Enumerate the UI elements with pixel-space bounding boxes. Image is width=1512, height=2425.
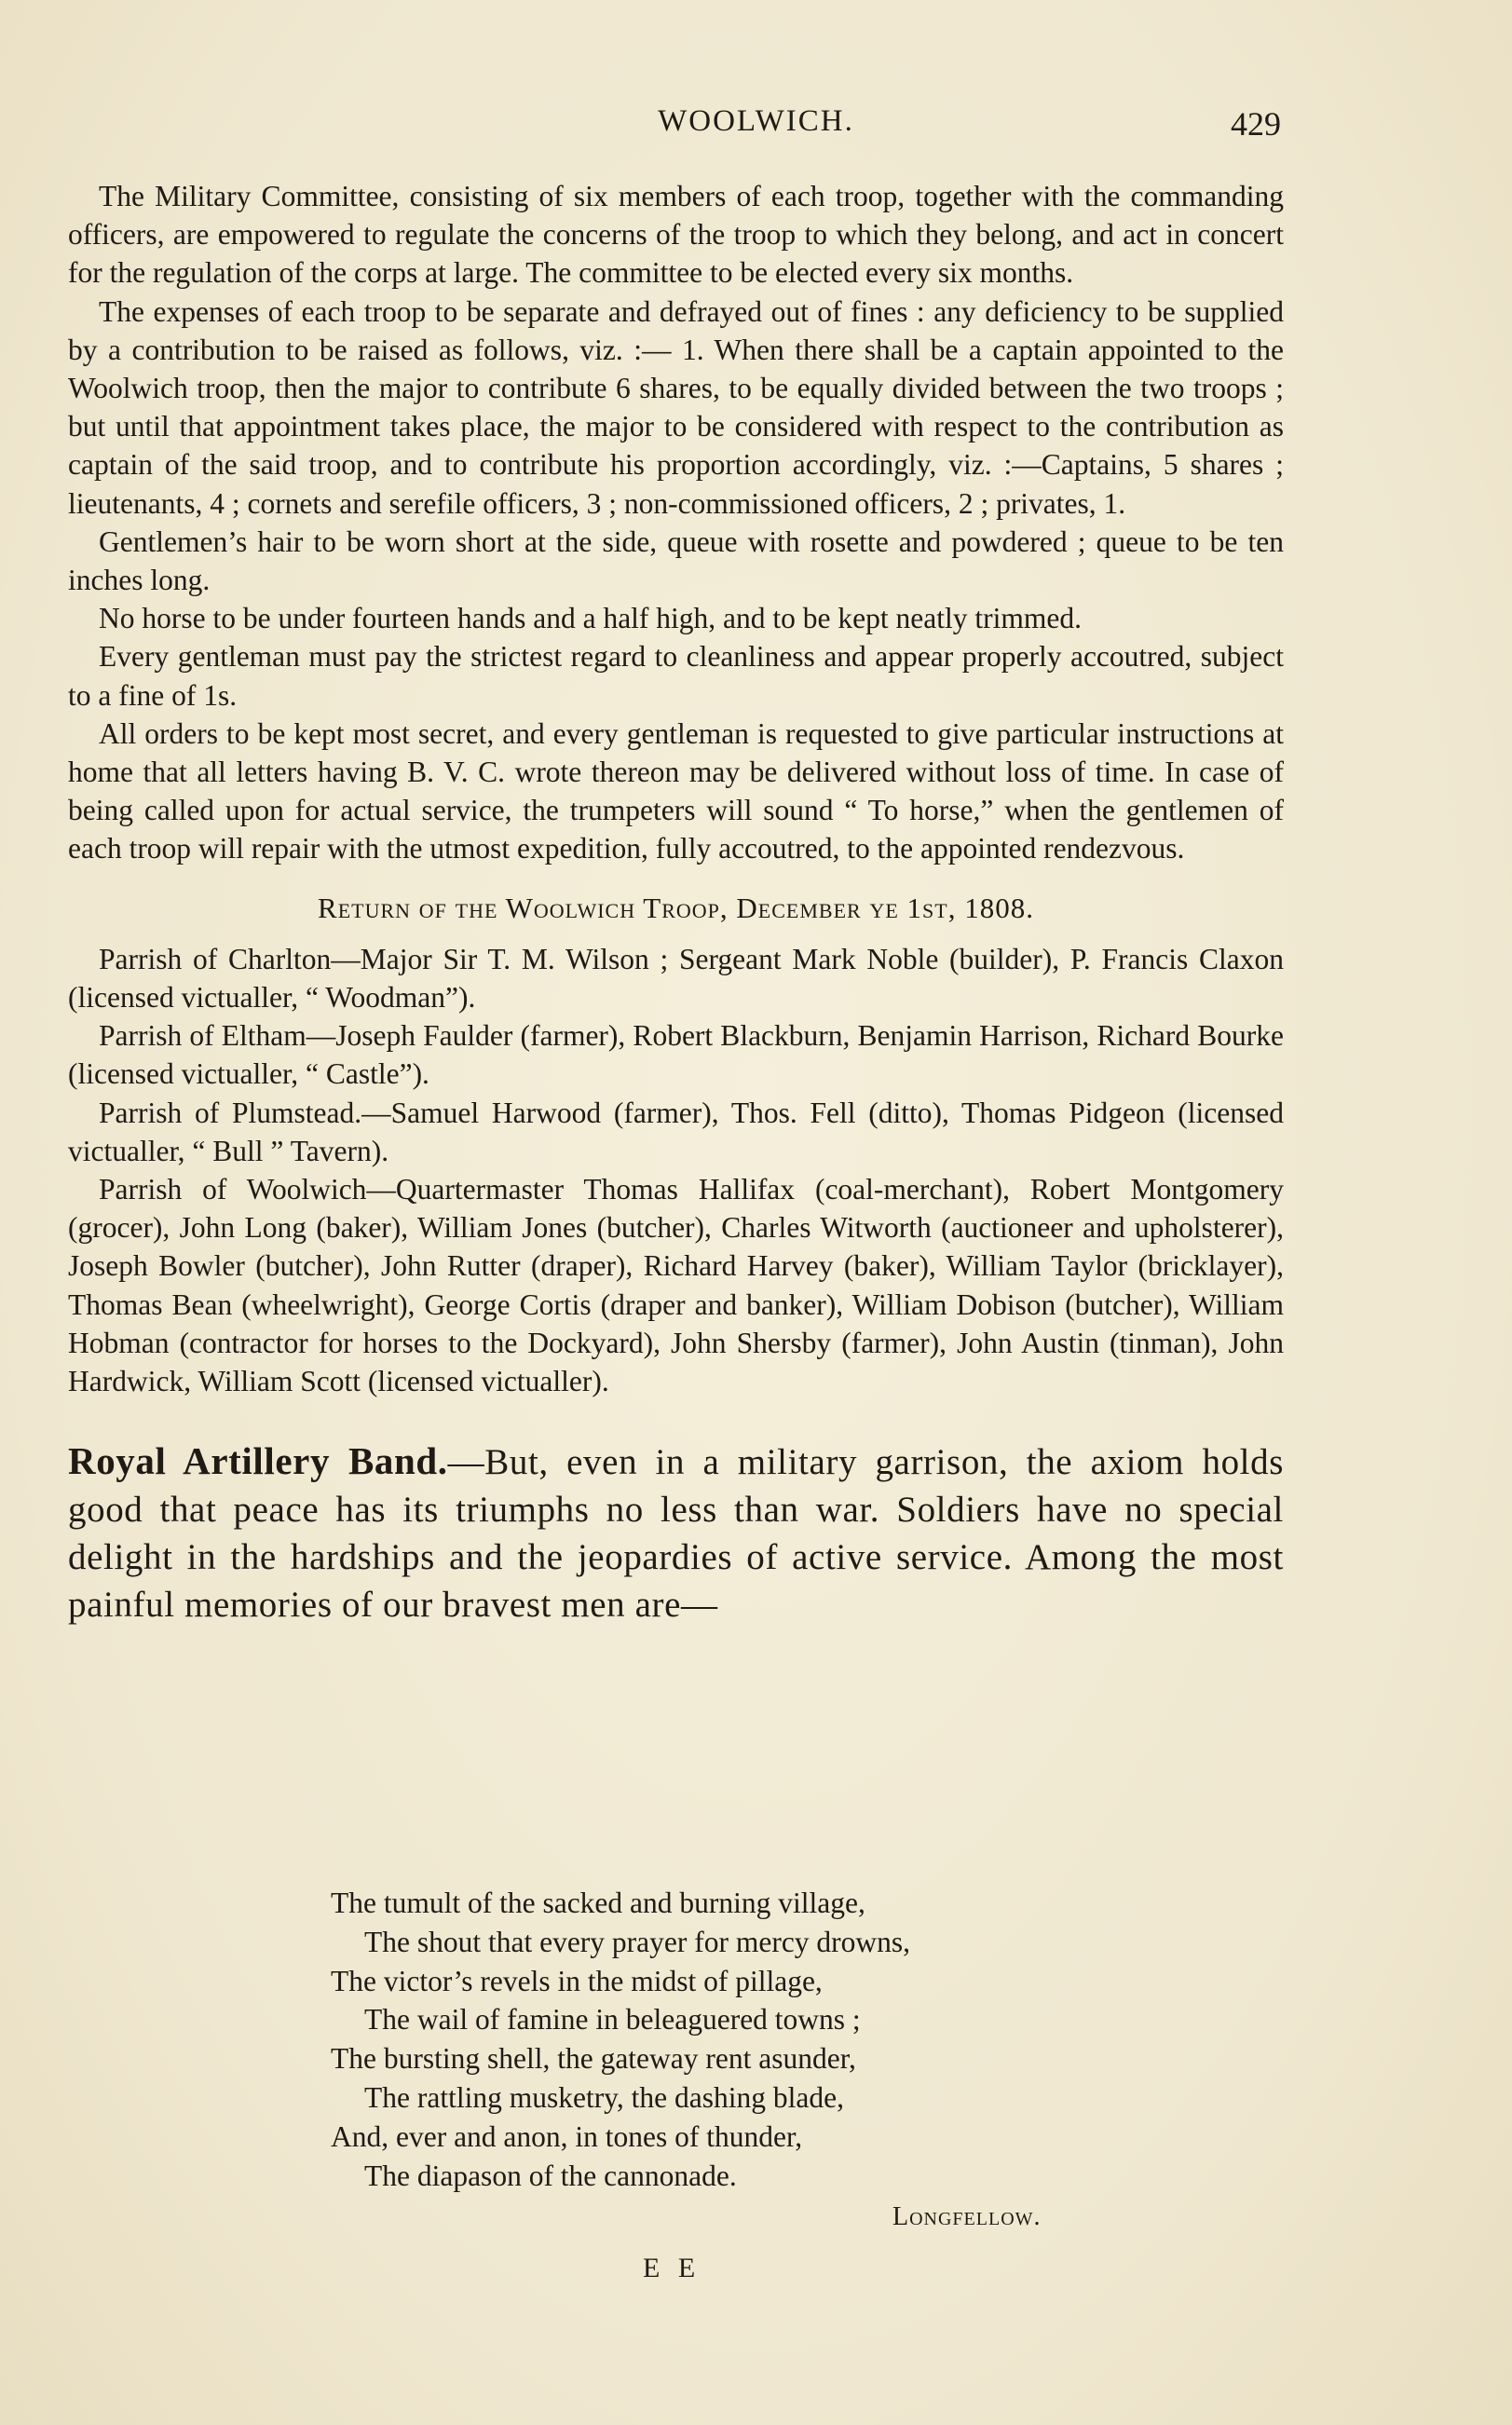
body-text	[68, 177, 1284, 1628]
paragraph-orders: All orders to be kept most secret, and every gentleman is requested to give particular instructions at home that all letters having B. V. C. wrote thereon may be delivered without loss of time. In case of being called upon for actual service, the trumpeters will sound “ To horse,” when the gentlemen of each troop will repair with the utmost expedition, fully accoutred, to the appointed rendezvous.	[68, 716, 1284, 865]
running-head-title: WOOLWICH.	[658, 104, 854, 138]
return-heading: Return of the Woolwich Troop, December ye 1st, 1808.	[318, 891, 1034, 924]
paragraph-horse: No horse to be under fourteen hands and a half high, and to be kept neatly trimmed.	[99, 602, 1082, 635]
royal-artillery-paragraph	[68, 1437, 1284, 1628]
poem-line: The diapason of the cannonade.	[364, 2159, 737, 2192]
poem-line: And, ever and anon, in tones of thunder,	[331, 2119, 803, 2153]
paragraph-hair: Gentlemen’s hair to be worn short at the side, queue with rosette and powdered ; queue to be ten inches long.	[68, 525, 1284, 597]
poem-line: The shout that every prayer for mercy drowns,	[364, 1925, 911, 1958]
paragraph-expenses: The expenses of each troop to be separate and defrayed out of fines : any deficiency to be supplied by a contribution to be raised as follows, viz. :— 1. When there shall be a captain appointed to the Woolwich troop, then the major to contribute 6 shares, to be equally divided between the two troops ; but until that appointment takes place, the major to be considered with respect to the contribution as captain of the said troop, and to contribute his proportion accordingly, viz. :—Captains, 5 shares ; lieutenants, 4 ; cornets and serefile officers, 3 ; non-commissioned officers, 2 ; privates, 1.	[68, 294, 1284, 520]
royal-artillery-text: —But, even in a military garrison, the axiom holds good that peace has its triumphs no less than war. Soldiers have no special delight in the hardships and the jeopardies of active service. Among the most painful memories of our bravest men are—	[68, 1442, 1284, 1626]
poem-attribution: Longfellow.	[892, 2202, 1042, 2231]
parish-eltham: Parrish of Eltham—Joseph Faulder (farmer), Robert Blackburn, Benjamin Harrison, Richard Bourke (licensed victualler, “ Castle”).	[68, 1019, 1284, 1091]
poem-line: The tumult of the sacked and burning village,	[331, 1887, 865, 1919]
paragraph-cleanliness: Every gentleman must pay the strictest regard to cleanliness and appear properly accoutred, subject to a fine of 1s.	[68, 640, 1284, 712]
parish-charlton: Parrish of Charlton—Major Sir T. M. Wilson ; Sergeant Mark Noble (builder), P. Francis Claxon (licensed victualler, “ Woodman”).	[68, 942, 1284, 1015]
poem-line: The wail of famine in beleaguered towns ;	[364, 2003, 861, 2037]
royal-artillery-heading: Royal Artillery Band.	[68, 1439, 448, 1483]
paragraph-military-committee: The Military Committee, consisting of six members of each troop, together with the commanding officers, are empowered to regulate the concerns of the troop to which they belong, and act in concert for the regulation of the corps at large. The committee to be elected every six months.	[68, 180, 1284, 290]
page-number: 429	[1231, 105, 1281, 143]
poem-line: The victor’s revels in the midst of pillage,	[331, 1964, 823, 1997]
running-head	[0, 104, 1512, 151]
parish-woolwich: Parrish of Woolwich—Quartermaster Thomas Hallifax (coal-merchant), Robert Montgomery (grocer), John Long (baker), William Jones (butcher), Charles Witworth (auctioneer and upholsterer), Joseph Bowler (butcher), John Rutter (draper), Richard Harvey (baker), William Taylor (bricklayer), Thomas Bean (wheelwright), George Cortis (draper and banker), William Dobison (butcher), William Hobman (contractor for horses to the Dockyard), John Shersby (farmer), John Austin (tinman), John Hardwick, William Scott (licensed victualler).	[68, 1173, 1284, 1398]
poem-line: The bursting shell, the gateway rent asunder,	[331, 2042, 856, 2076]
signature-mark: E E	[643, 2253, 702, 2283]
parish-plumstead: Parrish of Plumstead.—Samuel Harwood (farmer), Thos. Fell (ditto), Thomas Pidgeon (licensed victualler, “ Bull ” Tavern).	[68, 1096, 1284, 1167]
poem	[331, 1884, 1169, 2195]
poem-line: The rattling musketry, the dashing blade,	[364, 2080, 844, 2114]
